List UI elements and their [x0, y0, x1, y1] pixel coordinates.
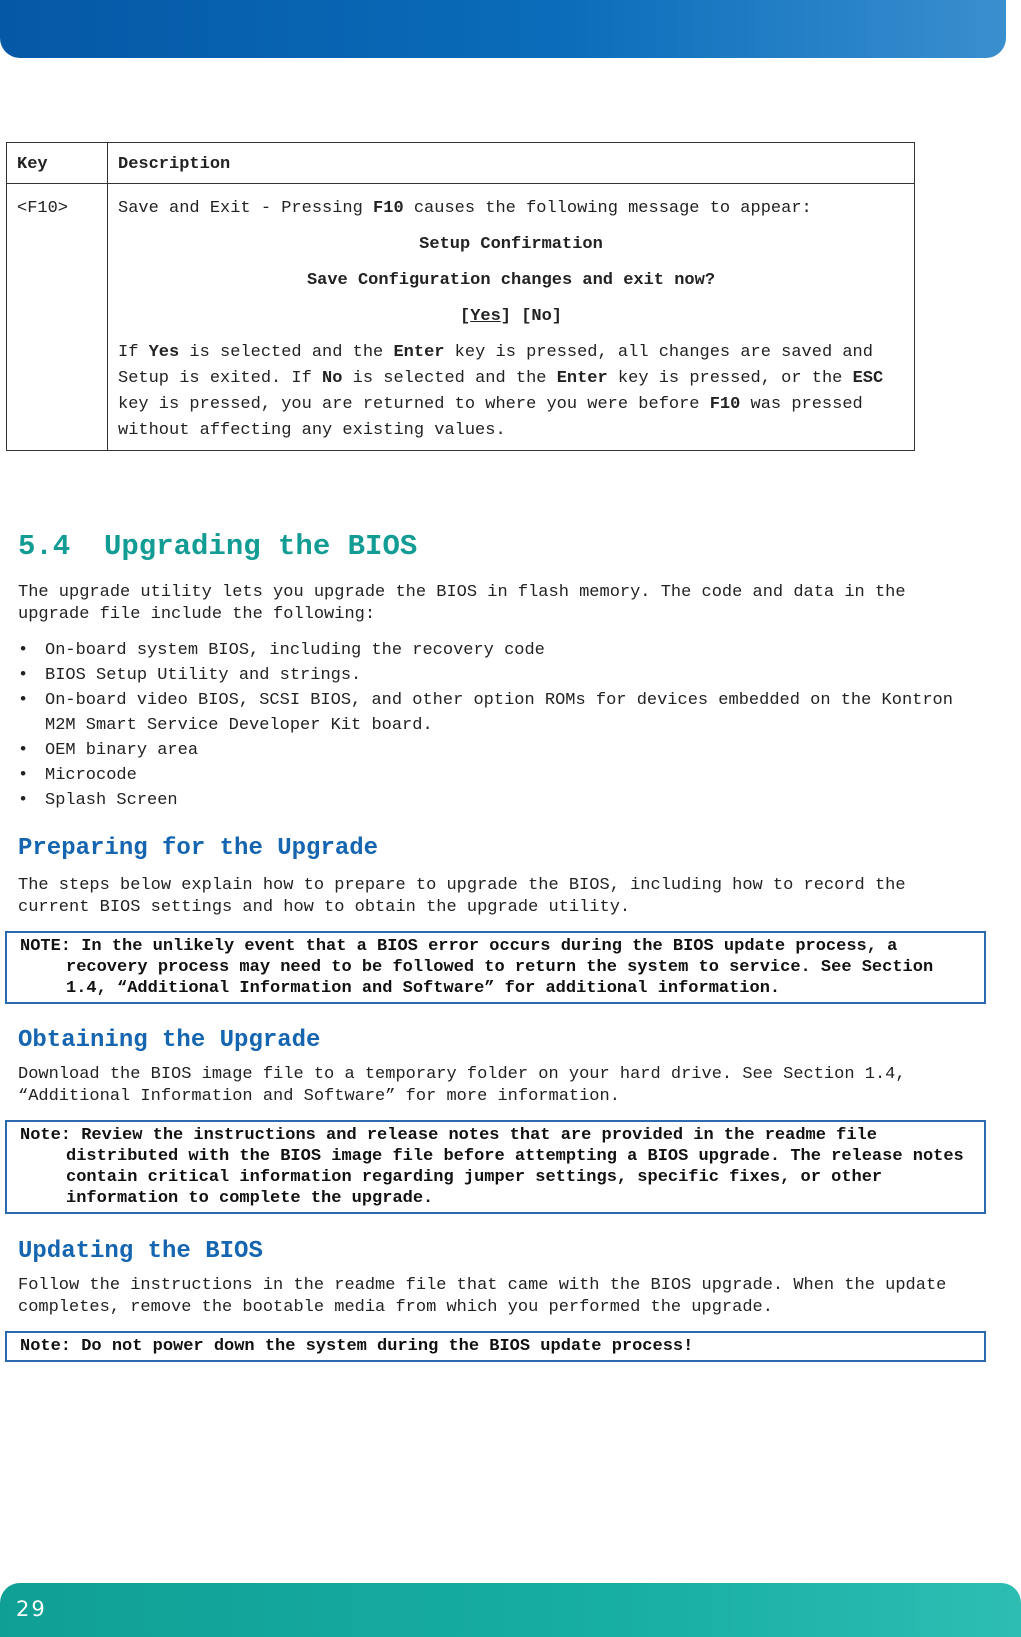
updating-heading: Updating the BIOS [18, 1238, 263, 1265]
dialog-question: Save Configuration changes and exit now? [306, 271, 716, 290]
bullet-icon: • [18, 741, 29, 760]
dialog-no-option: [No] [521, 307, 563, 326]
bullet-icon: • [18, 766, 29, 785]
bullet-icon: • [18, 691, 29, 710]
section-number: 5.4 [18, 530, 71, 563]
updating-text: Follow the instructions in the readme file that came with the BIOS upgrade. When the update completes, remove the bootable media from which you performed the upgrade. [18, 1276, 947, 1317]
list-item: • On-board system BIOS, including the recovery code [18, 638, 978, 663]
dialog-yes-option: Yes [470, 307, 501, 326]
bullet-icon: • [18, 641, 29, 660]
key-description-table [6, 142, 915, 451]
bullet-icon: • [18, 666, 29, 685]
bullet-icon: • [18, 791, 29, 810]
list-item: • OEM binary area [18, 738, 978, 763]
preparing-heading: Preparing for the Upgrade [18, 835, 379, 862]
table-header-row [7, 143, 915, 184]
readme-note: Note: Review the instructions and release notes that are provided in the readme file distributed with the BIOS image file before attempting a BIOS upgrade. The release notes contain critical information regarding jumper settings, specific fixes, or other information to complete the upgrade. [5, 1120, 986, 1214]
description-cell [108, 184, 915, 451]
section-heading [18, 530, 417, 563]
description-body: If Yes is selected and the Enter key is pressed, all changes are saved and Setup is exited. If No is selected and the Enter key is pressed, or the ESC key is pressed, you are returned to where you were before F10 was pressed without affecting any existing values. [118, 343, 884, 440]
power-down-note: Note: Do not power down the system during the BIOS update process! [5, 1331, 986, 1362]
footer-banner [0, 1583, 1021, 1637]
section-title: Upgrading the BIOS [104, 530, 418, 563]
page-number: 29 [16, 1597, 47, 1621]
obtaining-heading: Obtaining the Upgrade [18, 1027, 321, 1054]
obtaining-text: Download the BIOS image file to a temporary folder on your hard drive. See Section 1.4, “Additional Information and Software” for more information. [18, 1065, 906, 1106]
preparing-text: The steps below explain how to prepare to upgrade the BIOS, including how to record the current BIOS settings and how to obtain the upgrade utility. [18, 876, 906, 917]
key-f10: F10 [373, 199, 404, 218]
dialog-title: Setup Confirmation [419, 235, 603, 254]
section-intro: The upgrade utility lets you upgrade the BIOS in flash memory. The code and data in the upgrade file include the following: [18, 583, 906, 624]
description-column-header: Description [108, 143, 915, 184]
header-banner [0, 0, 1006, 58]
list-item: • Microcode [18, 763, 978, 788]
bios-contents-list [18, 638, 978, 813]
table-row [7, 184, 915, 451]
list-item: • BIOS Setup Utility and strings. [18, 663, 978, 688]
list-item: • Splash Screen [18, 788, 978, 813]
key-column-header: Key [7, 143, 108, 184]
dialog-options: [Yes] [No] [459, 307, 563, 326]
list-item: • On-board video BIOS, SCSI BIOS, and other option ROMs for devices embedded on the Kontron M2M Smart Service Developer Kit board. [18, 688, 978, 738]
bios-error-note: NOTE: In the unlikely event that a BIOS error occurs during the BIOS update process, a recovery process may need to be followed to return the system to service. See Section 1.4, “Additional Information and Software” for additional information. [5, 931, 986, 1004]
key-cell: <F10> [7, 184, 108, 451]
description-intro: Save and Exit - Pressing F10 causes the following message to appear: [118, 199, 812, 218]
